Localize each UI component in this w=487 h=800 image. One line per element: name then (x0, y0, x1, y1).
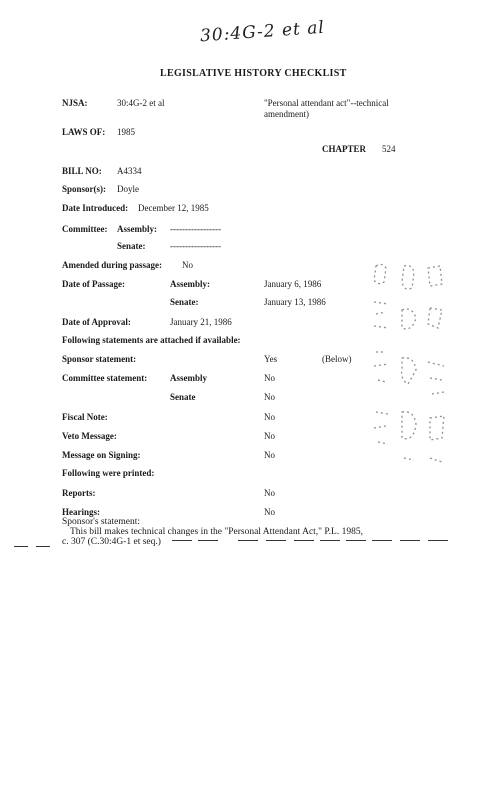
statement-heading: Sponsor's statement: (62, 517, 140, 527)
bill-no-label: BILL NO: (62, 166, 102, 176)
committee-statement-senate-label: Senate (170, 392, 196, 402)
hearings-value: No (264, 507, 275, 517)
committee-statement-assembly-value: No (264, 373, 275, 383)
chapter-value: 524 (382, 144, 396, 154)
reports-label: Reports: (62, 488, 96, 498)
date-of-approval-value: January 21, 1986 (170, 317, 232, 327)
sponsors-label: Sponsor(s): (62, 184, 107, 194)
fiscal-note-label: Fiscal Note: (62, 412, 108, 422)
date-introduced-value: December 12, 1985 (138, 203, 209, 213)
njsa-label: NJSA: (62, 98, 88, 108)
handwritten-note: 30:4G-2 et al (199, 17, 326, 47)
chapter-label: CHAPTER (322, 144, 367, 154)
library-stamp (368, 262, 458, 480)
committee-assembly-value: ----------------- (170, 224, 221, 234)
laws-of-label: LAWS OF: (62, 127, 106, 137)
page-title: LEGISLATIVE HISTORY CHECKLIST (160, 68, 347, 79)
amended-label: Amended during passage: (62, 260, 163, 270)
committee-assembly-label: Assembly: (117, 224, 157, 234)
amended-value: No (182, 260, 193, 270)
hearings-label: Hearings: (62, 507, 100, 517)
committee-senate-label: Senate: (117, 241, 146, 251)
njsa-value: 30:4G-2 et al (117, 98, 165, 108)
passage-senate-value: January 13, 1986 (264, 297, 326, 307)
following-printed-heading: Following were printed: (62, 468, 155, 478)
bill-no-value: A4334 (117, 166, 142, 176)
message-on-signing-label: Message on Signing: (62, 450, 141, 460)
date-of-passage-label: Date of Passage: (62, 279, 125, 289)
passage-assembly-label: Assembly: (170, 279, 210, 289)
date-introduced-label: Date Introduced: (62, 203, 129, 213)
reports-value: No (264, 488, 275, 498)
statement-line-1: This bill makes technical changes in the "Personal Attendant Act," P.L. 1985, (70, 527, 363, 537)
passage-senate-label: Senate: (170, 297, 199, 307)
sponsor-statement-note: (Below) (322, 354, 352, 364)
committee-label: Committee: (62, 224, 108, 234)
laws-of-value: 1985 (117, 127, 135, 137)
statement-line-2: c. 307 (C.30:4G-1 et seq.) (62, 537, 161, 547)
committee-statement-senate-value: No (264, 392, 275, 402)
sponsors-value: Doyle (117, 184, 139, 194)
njsa-description: "Personal attendant act"--technical amendment) (264, 98, 389, 119)
date-of-approval-label: Date of Approval: (62, 317, 131, 327)
sponsor-statement-label: Sponsor statement: (62, 354, 137, 364)
sponsor-statement-value: Yes (264, 354, 278, 364)
veto-message-label: Veto Message: (62, 431, 117, 441)
fiscal-note-value: No (264, 412, 275, 422)
message-on-signing-value: No (264, 450, 275, 460)
committee-statement-label: Committee statement: (62, 373, 148, 383)
committee-senate-value: ----------------- (170, 241, 221, 251)
passage-assembly-value: January 6, 1986 (264, 279, 322, 289)
committee-statement-assembly-label: Assembly (170, 373, 208, 383)
veto-message-value: No (264, 431, 275, 441)
following-statements-heading: Following statements are attached if available: (62, 335, 241, 345)
